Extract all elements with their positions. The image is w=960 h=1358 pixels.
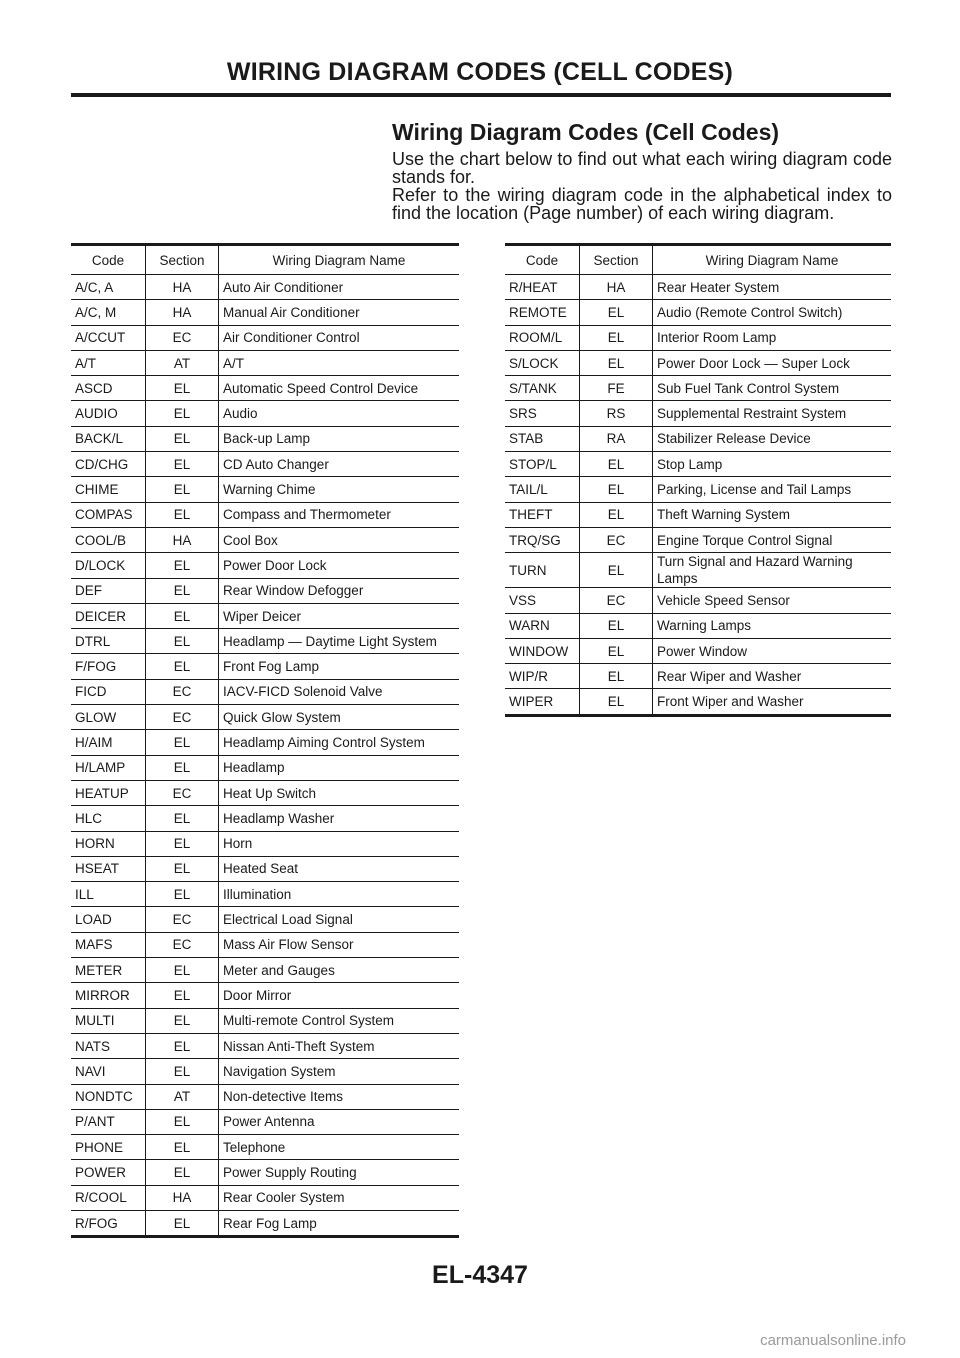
- section-cell: FE: [580, 376, 653, 401]
- diagram-name-cell: Audio (Remote Control Switch): [653, 300, 892, 325]
- code-cell: R/COOL: [71, 1185, 146, 1210]
- diagram-name-cell: Front Fog Lamp: [219, 654, 460, 679]
- section-cell: RS: [580, 401, 653, 426]
- code-cell: R/FOG: [71, 1210, 146, 1236]
- code-cell: D/LOCK: [71, 553, 146, 578]
- section-cell: EC: [146, 679, 219, 704]
- table-row: [71, 1033, 459, 1058]
- code-cell: S/LOCK: [505, 350, 580, 375]
- header-rule: [71, 93, 891, 97]
- table-row: [505, 275, 891, 300]
- section-cell: EC: [146, 780, 219, 805]
- column-header-code: Code: [505, 245, 580, 275]
- section-cell: AT: [146, 1084, 219, 1109]
- table-row: [71, 882, 459, 907]
- diagram-name-cell: Quick Glow System: [219, 705, 460, 730]
- table-row: [71, 654, 459, 679]
- code-cell: ILL: [71, 882, 146, 907]
- diagram-name-cell: Stop Lamp: [653, 452, 892, 477]
- diagram-name-cell: Supplemental Restraint System: [653, 401, 892, 426]
- table-row: [71, 426, 459, 451]
- code-cell: HORN: [71, 831, 146, 856]
- table-row: [71, 755, 459, 780]
- code-cell: HSEAT: [71, 856, 146, 881]
- diagram-name-cell: CD Auto Changer: [219, 452, 460, 477]
- table-row: [505, 638, 891, 663]
- table-row: [71, 679, 459, 704]
- table-row: [71, 831, 459, 856]
- code-cell: WIP/R: [505, 664, 580, 689]
- diagram-name-cell: Navigation System: [219, 1059, 460, 1084]
- code-cell: FICD: [71, 679, 146, 704]
- table-row: [71, 705, 459, 730]
- section-cell: EL: [580, 350, 653, 375]
- table-row: [71, 907, 459, 932]
- table-row: [71, 603, 459, 628]
- table-row: [505, 613, 891, 638]
- section-cell: EL: [146, 856, 219, 881]
- table-row: [71, 553, 459, 578]
- diagram-name-cell: Interior Room Lamp: [653, 325, 892, 350]
- section-cell: EL: [580, 613, 653, 638]
- table-row: [505, 300, 891, 325]
- table-row: [505, 452, 891, 477]
- table-row: [505, 689, 891, 715]
- code-cell: H/AIM: [71, 730, 146, 755]
- section-cell: EL: [146, 730, 219, 755]
- section-cell: HA: [146, 1185, 219, 1210]
- code-cell: MAFS: [71, 932, 146, 957]
- section-cell: EL: [580, 689, 653, 715]
- table-header-row: [71, 245, 459, 275]
- code-cell: PHONE: [71, 1135, 146, 1160]
- table-row: [71, 1084, 459, 1109]
- section-cell: EL: [146, 426, 219, 451]
- code-cell: H/LAMP: [71, 755, 146, 780]
- table-row: [71, 477, 459, 502]
- table-row: [71, 629, 459, 654]
- diagram-name-cell: Engine Torque Control Signal: [653, 527, 892, 552]
- column-header-name: Wiring Diagram Name: [653, 245, 892, 275]
- table-row: [71, 780, 459, 805]
- code-cell: STOP/L: [505, 452, 580, 477]
- code-cell: STAB: [505, 426, 580, 451]
- section-cell: EL: [146, 1210, 219, 1236]
- diagram-name-cell: Warning Lamps: [653, 613, 892, 638]
- code-cell: WIPER: [505, 689, 580, 715]
- intro-line: Refer to the wiring diagram code in the alphabetical index to find the location (Page number) of each wiring diagram.: [392, 185, 892, 223]
- diagram-name-cell: Illumination: [219, 882, 460, 907]
- section-cell: EL: [146, 578, 219, 603]
- table-row: [505, 325, 891, 350]
- section-cell: EL: [146, 882, 219, 907]
- code-cell: TAIL/L: [505, 477, 580, 502]
- table-row: [71, 527, 459, 552]
- code-cell: MIRROR: [71, 983, 146, 1008]
- code-cell: METER: [71, 958, 146, 983]
- section-cell: EL: [146, 1033, 219, 1058]
- table-row: [505, 426, 891, 451]
- section-cell: EL: [580, 477, 653, 502]
- table-row: [71, 1008, 459, 1033]
- table-row: [71, 1210, 459, 1236]
- section-cell: EL: [146, 806, 219, 831]
- code-cell: VSS: [505, 588, 580, 613]
- diagram-name-cell: Rear Heater System: [653, 275, 892, 300]
- diagram-name-cell: Stabilizer Release Device: [653, 426, 892, 451]
- section-cell: EC: [146, 705, 219, 730]
- code-cell: LOAD: [71, 907, 146, 932]
- code-cell: REMOTE: [505, 300, 580, 325]
- code-cell: GLOW: [71, 705, 146, 730]
- section-cell: EL: [146, 1135, 219, 1160]
- section-cell: HA: [146, 300, 219, 325]
- table-row: [505, 401, 891, 426]
- section-cell: EL: [146, 477, 219, 502]
- diagram-name-cell: Rear Window Defogger: [219, 578, 460, 603]
- table-row: [71, 1109, 459, 1134]
- section-cell: HA: [146, 275, 219, 300]
- code-cell: DTRL: [71, 629, 146, 654]
- diagram-name-cell: Power Door Lock: [219, 553, 460, 578]
- running-header: WIRING DIAGRAM CODES (CELL CODES): [226, 58, 734, 86]
- table-header-row: [505, 245, 891, 275]
- code-cell: WINDOW: [505, 638, 580, 663]
- diagram-name-cell: Door Mirror: [219, 983, 460, 1008]
- table-row: [505, 477, 891, 502]
- table-row: [505, 376, 891, 401]
- intro-line: Use the chart below to find out what each wiring diagram code stands for.: [392, 149, 892, 187]
- code-cell: TURN: [505, 553, 580, 588]
- code-cell: THEFT: [505, 502, 580, 527]
- table-row: [71, 932, 459, 957]
- diagram-name-cell: Telephone: [219, 1135, 460, 1160]
- table-row: [71, 578, 459, 603]
- section-cell: RA: [580, 426, 653, 451]
- table-row: [71, 1059, 459, 1084]
- watermark: carmanualsonline.info: [760, 1332, 906, 1349]
- section-cell: EC: [146, 907, 219, 932]
- diagram-name-cell: Headlamp: [219, 755, 460, 780]
- code-cell: COOL/B: [71, 527, 146, 552]
- table-row: [71, 300, 459, 325]
- diagram-name-cell: Non-detective Items: [219, 1084, 460, 1109]
- section-cell: EL: [580, 325, 653, 350]
- diagram-name-cell: Power Supply Routing: [219, 1160, 460, 1185]
- section-cell: EL: [146, 831, 219, 856]
- section-cell: EC: [146, 325, 219, 350]
- table-row: [505, 664, 891, 689]
- diagram-name-cell: Sub Fuel Tank Control System: [653, 376, 892, 401]
- diagram-name-cell: Rear Fog Lamp: [223, 1215, 317, 1231]
- section-cell: EL: [146, 376, 219, 401]
- code-cell: ASCD: [71, 376, 146, 401]
- section-cell: AT: [146, 350, 219, 375]
- section-cell: EL: [146, 1008, 219, 1033]
- code-cell: HLC: [71, 806, 146, 831]
- code-cell: POWER: [71, 1160, 146, 1185]
- diagram-name-cell: IACV-FICD Solenoid Valve: [219, 679, 460, 704]
- code-cell: COMPAS: [71, 502, 146, 527]
- diagram-name-cell: Manual Air Conditioner: [219, 300, 460, 325]
- code-cell: F/FOG: [71, 654, 146, 679]
- table-row: [505, 588, 891, 613]
- table-row: [71, 1160, 459, 1185]
- table-row: [71, 401, 459, 426]
- section-cell: EL: [146, 755, 219, 780]
- diagram-name-cell: Turn Signal and Hazard Warning Lamps: [653, 553, 892, 588]
- diagram-name-cell: Audio: [219, 401, 460, 426]
- table-row: [71, 275, 459, 300]
- code-cell: NONDTC: [71, 1084, 146, 1109]
- table-row: [71, 502, 459, 527]
- section-cell: EL: [580, 664, 653, 689]
- section-cell: EC: [580, 527, 653, 552]
- diagram-name-cell: Parking, License and Tail Lamps: [653, 477, 892, 502]
- code-cell: BACK/L: [71, 426, 146, 451]
- diagram-name-cell: A/T: [219, 350, 460, 375]
- section-cell: EL: [146, 1109, 219, 1134]
- diagram-name-cell: Rear Wiper and Washer: [653, 664, 892, 689]
- section-cell: EL: [580, 638, 653, 663]
- diagram-name-cell: Power Window: [653, 638, 892, 663]
- diagram-name-cell: Power Door Lock — Super Lock: [653, 350, 892, 375]
- diagram-name-cell: Horn: [219, 831, 460, 856]
- code-cell: CD/CHG: [71, 452, 146, 477]
- table-row: [71, 350, 459, 375]
- section-cell: EL: [580, 452, 653, 477]
- diagram-name-cell: Electrical Load Signal: [219, 907, 460, 932]
- section-cell: EC: [146, 932, 219, 957]
- code-cell: CHIME: [71, 477, 146, 502]
- code-cell: A/T: [71, 350, 146, 375]
- section-cell: EL: [146, 502, 219, 527]
- code-cell: MULTI: [71, 1008, 146, 1033]
- table-row: [505, 502, 891, 527]
- code-cell: HEATUP: [71, 780, 146, 805]
- section-cell: EL: [146, 629, 219, 654]
- section-cell: EL: [146, 654, 219, 679]
- table-row: [71, 1135, 459, 1160]
- section-cell: EL: [580, 553, 653, 588]
- diagram-name-cell: Air Conditioner Control: [219, 325, 460, 350]
- codes-table-left: [71, 243, 459, 1238]
- diagram-name-cell: Heated Seat: [219, 856, 460, 881]
- code-cell: R/HEAT: [505, 275, 580, 300]
- page-number: EL-4347: [432, 1261, 528, 1289]
- table-row: [505, 527, 891, 552]
- table-row: [505, 350, 891, 375]
- section-cell: EL: [146, 553, 219, 578]
- section-cell: HA: [580, 275, 653, 300]
- diagram-name-cell: Automatic Speed Control Device: [219, 376, 460, 401]
- section-cell: EL: [146, 1160, 219, 1185]
- table-row: [71, 325, 459, 350]
- section-cell: EL: [146, 983, 219, 1008]
- section-cell: EL: [146, 452, 219, 477]
- diagram-name-cell: Compass and Thermometer: [219, 502, 460, 527]
- table-row: [71, 983, 459, 1008]
- diagram-name-cell: Warning Chime: [219, 477, 460, 502]
- table-row: [71, 806, 459, 831]
- diagram-name-cell: Mass Air Flow Sensor: [219, 932, 460, 957]
- column-header-name: Wiring Diagram Name: [219, 245, 460, 275]
- code-cell: SRS: [505, 401, 580, 426]
- diagram-name-cell: Headlamp Washer: [219, 806, 460, 831]
- diagram-name-cell: Back-up Lamp: [219, 426, 460, 451]
- diagram-name-cell: Headlamp Aiming Control System: [219, 730, 460, 755]
- diagram-name-cell: Headlamp — Daytime Light System: [219, 629, 460, 654]
- codes-table-right: [505, 243, 891, 717]
- table-row: [505, 553, 891, 588]
- section-cell: EL: [146, 603, 219, 628]
- code-cell: TRQ/SG: [505, 527, 580, 552]
- section-cell: EL: [146, 401, 219, 426]
- section-cell: EL: [580, 300, 653, 325]
- section-cell: EL: [146, 1059, 219, 1084]
- code-cell: A/C, A: [71, 275, 146, 300]
- diagram-name-cell: Auto Air Conditioner: [219, 275, 460, 300]
- diagram-name-cell: Wiper Deicer: [219, 603, 460, 628]
- column-header-section: Section: [146, 245, 219, 275]
- code-cell: P/ANT: [71, 1109, 146, 1134]
- table-row: [71, 1185, 459, 1210]
- diagram-name-cell: Multi-remote Control System: [219, 1008, 460, 1033]
- code-cell: DEICER: [71, 603, 146, 628]
- code-cell: S/TANK: [505, 376, 580, 401]
- code-cell: ROOM/L: [505, 325, 580, 350]
- section-cell: EL: [580, 502, 653, 527]
- diagram-name-cell: Rear Cooler System: [219, 1185, 460, 1210]
- diagram-name-cell: Front Wiper and Washer: [657, 694, 804, 710]
- intro-text: [392, 150, 892, 222]
- diagram-name-cell: Meter and Gauges: [219, 958, 460, 983]
- code-cell: DEF: [71, 578, 146, 603]
- column-header-section: Section: [580, 245, 653, 275]
- table-row: [71, 452, 459, 477]
- code-cell: A/CCUT: [71, 325, 146, 350]
- table-row: [71, 958, 459, 983]
- section-cell: EC: [580, 588, 653, 613]
- diagram-name-cell: Heat Up Switch: [219, 780, 460, 805]
- section-cell: HA: [146, 527, 219, 552]
- code-cell: WARN: [505, 613, 580, 638]
- diagram-name-cell: Nissan Anti-Theft System: [219, 1033, 460, 1058]
- section-title: Wiring Diagram Codes (Cell Codes): [392, 119, 780, 145]
- diagram-name-cell: Theft Warning System: [653, 502, 892, 527]
- column-header-code: Code: [71, 245, 146, 275]
- table-row: [71, 856, 459, 881]
- table-row: [71, 730, 459, 755]
- diagram-name-cell: Power Antenna: [219, 1109, 460, 1134]
- table-row: [71, 376, 459, 401]
- section-cell: EL: [146, 958, 219, 983]
- code-cell: A/C, M: [71, 300, 146, 325]
- code-cell: NATS: [71, 1033, 146, 1058]
- code-cell: AUDIO: [71, 401, 146, 426]
- diagram-name-cell: Vehicle Speed Sensor: [653, 588, 892, 613]
- diagram-name-cell: Cool Box: [219, 527, 460, 552]
- code-cell: NAVI: [71, 1059, 146, 1084]
